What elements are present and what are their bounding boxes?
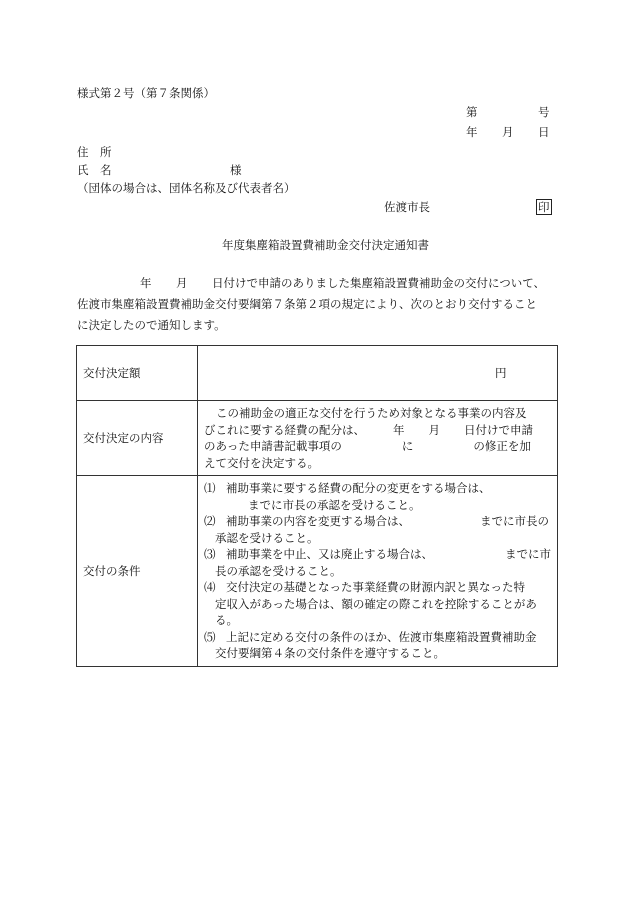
date-day: 日: [538, 125, 550, 139]
condition-4-line3: る。: [215, 613, 238, 627]
conditions-row: [77, 476, 558, 667]
condition-4-number: ⑷: [204, 580, 216, 594]
content-line-3: [204, 438, 551, 455]
condition-3: [204, 546, 551, 579]
content-line-2-month: 月: [428, 422, 440, 437]
organization-note: （団体の場合は、団体名称及び代表者名）: [77, 181, 296, 195]
content-line-2-year: 年: [393, 422, 405, 437]
condition-4: [204, 579, 551, 629]
condition-5-line1: 上記に定める交付の条件のほか、佐渡市集塵箱設置費補助金: [226, 629, 537, 644]
condition-3-line2: 長の承認を受けること。: [215, 563, 342, 578]
form-number: 様式第２号（第７条関係）: [77, 86, 215, 100]
content-line-1: この補助金の適正な交付を行うため対象となる事業の内容及: [216, 406, 527, 420]
content-label: 交付決定の内容: [77, 401, 198, 476]
conditions-cell: [198, 476, 558, 667]
date-year: 年: [466, 125, 478, 139]
body-line3: に決定したので通知します。: [77, 318, 226, 332]
condition-2-number: ⑵: [204, 514, 216, 528]
condition-4-line2: 定収入があった場合は、額の確定の際これを控除することがあ: [215, 596, 537, 611]
condition-2-line2: 承認を受けること。: [215, 530, 319, 545]
condition-1-line1: 補助事業に要する経費の配分の変更をする場合は、: [226, 481, 491, 495]
date-month: 月: [502, 125, 514, 139]
seal-mark: 印: [538, 200, 550, 214]
condition-1-number: ⑴: [204, 481, 216, 495]
amount-cell: [198, 346, 558, 401]
condition-3-line1a: 補助事業を中止、又は廃止する場合は、: [226, 547, 433, 561]
condition-1: [204, 480, 551, 513]
content-line-4: えて交付を決定する。: [204, 455, 319, 470]
address-label: 住 所: [77, 145, 112, 159]
condition-5-line2: 交付要綱第４条の交付条件を遵守すること。: [215, 646, 445, 660]
body-line2: 佐渡市集塵箱設置費補助金交付要綱第７条第２項の規定により、次のとおり交付すること: [77, 297, 537, 311]
body-year: 年: [140, 276, 152, 290]
doc-number-prefix: 第: [466, 105, 478, 119]
content-line-3a: のあった申請書記載事項の: [204, 439, 342, 453]
content-row: [77, 401, 558, 476]
amount-row: [77, 346, 558, 401]
honorific: 様: [230, 163, 242, 177]
conditions-label: 交付の条件: [77, 476, 198, 667]
content-line-3c: の修正を加: [473, 439, 531, 453]
amount-label: 交付決定額: [77, 346, 198, 401]
doc-number-suffix: 号: [538, 105, 550, 119]
condition-4-line1: 交付決定の基礎となった事業経費の財源内訳と異なった特: [226, 580, 525, 594]
condition-5-number: ⑸: [204, 629, 216, 644]
body-line1: 日付けで申請のありました集塵箱設置費補助金の交付について、: [212, 276, 546, 290]
name-label: 氏 名: [77, 163, 112, 177]
content-cell: [198, 401, 558, 476]
decision-table: [76, 345, 558, 667]
condition-3-line1b: までに市: [505, 547, 551, 561]
document-title: 年度集塵箱設置費補助金交付決定通知書: [222, 238, 429, 252]
condition-5: [204, 629, 551, 662]
content-line-2a: びこれに要する経費の配分は、: [204, 422, 365, 437]
condition-2: [204, 513, 551, 546]
content-line-3b: に: [401, 439, 414, 453]
condition-3-number: ⑶: [204, 547, 216, 561]
issuer-title: 佐渡市長: [384, 200, 430, 214]
condition-1-line2: までに市長の承認を受けること。: [248, 497, 421, 512]
content-line-2: [204, 422, 551, 439]
condition-2-line1a: 補助事業の内容を変更する場合は、: [226, 514, 410, 528]
body-month: 月: [176, 276, 188, 290]
content-line-2d: 日付けで申請: [464, 422, 533, 437]
amount-unit: 円: [495, 366, 507, 380]
condition-2-line1b: までに市長の: [480, 514, 549, 528]
